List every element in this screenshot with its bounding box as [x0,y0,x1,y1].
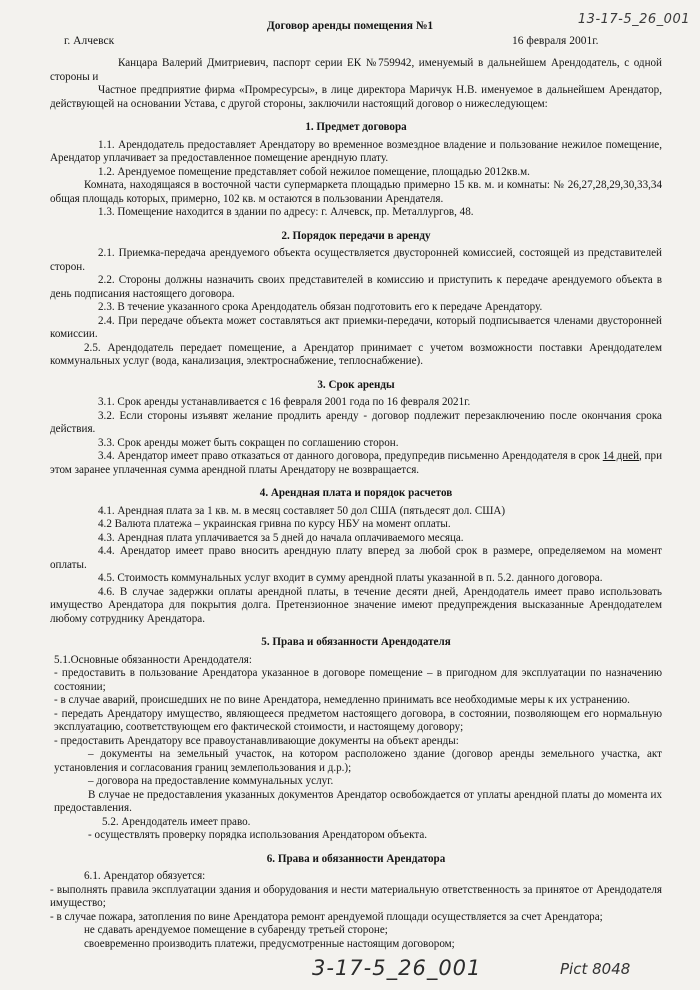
list-item: – документы на земельный участок, на котором расположено здание (договор аренды земельного участка, акт установления и согласования границ землепользования и д.р.); [54,748,662,774]
list-item: - предоставить в пользование Арендатора указанное в договоре помещение – в пригодном для эксплуатации по назначению состоянии; [54,667,662,693]
section-5-list [50,654,662,843]
list-item: - в случае пожара, затопления по вине Арендатора ремонт арендуемой площади осуществляется за счет Арендатора; [50,910,603,923]
document-city: г. Алчевск [64,35,115,47]
underlined-term: 14 дней [602,450,640,462]
clause: 5.2. Арендодатель имеет право. [102,815,251,828]
clause: 5.1.Основные обязанности Арендодателя: [54,653,252,666]
clause: 3.3. Срок аренды может быть сокращен по соглашению сторон. [98,436,399,449]
section-heading: 2. Порядок передачи в аренду [281,229,431,242]
clause: В случае не предоставления указанных документов Арендатор освобождается от уплаты арендной платы до момента их предоставления. [54,788,662,814]
list-item: своевременно производить платежи, предусмотренные настоящим договором; [84,937,455,950]
intro-paragraph: Частное предприятие фирма «Промресурсы», в лице директора Маричук Н.В. именуемое в дальнейшем Арендатор, действующей на основании Устава, с другой стороны, заключили настоящий договор о нижеследующем: [50,84,662,110]
list-item: - предоставить Арендатору все правоустанавливающие документы на объект аренды: [54,734,459,747]
clause: 4.3. Арендная плата уплачивается за 5 дней до начала оплачиваемого месяца. [98,531,464,544]
clause: 2.2. Стороны должны назначить своих представителей в комиссию и приступить к передаче арендуемого объекта в день подписания настоящего договора. [50,274,662,300]
clause: 2.3. В течение указанного срока Арендодатель обязан подготовить его к передаче Арендатору. [98,301,543,313]
document-body [50,50,662,951]
clause: 1.3. Помещение находится в здании по адресу: г. Алчевск, пр. Металлургов, 48. [98,206,474,218]
corner-handwritten-note: 13-17-5_26_001 [577,12,690,27]
clause: 4.4. Арендатор имеет право вносить арендную плату вперед за любой срок в размере, определяемом на момент оплаты. [50,545,662,571]
clause-text: , при этом заранее уплаченная сумма арендной платы Арендатору не возвращается. [50,450,663,476]
clause: 2.4. При передаче объекта может составляться акт приемки-передачи, который подписывается членами двусторонней комиссии. [50,314,662,340]
clause: 3.1. Срок аренды устанавливается с 16 февраля 2001 года по 16 февраля 2021г. [98,396,471,408]
clause: Комната, находящаяся в восточной части супермаркета площадью примерно 15 кв. м. и комнаты: № 26,27,28,29,30,33,34 общая площадь которых, примерно, 102 кв. м остаются в пользовании Арендателя. [50,179,662,205]
clause-text: 3.4. Арендатор имеет право отказаться от данного договора, предупредив письменно Арендодателя в срок [98,450,600,462]
section-heading: 5. Права и обязанности Арендодателя [261,636,451,648]
section-heading: 3. Срок аренды [317,378,395,391]
clause: 1.1. Арендодатель предоставляет Арендатору во временное возмездное владение и пользование нежилое помещение, Арендатор уплачивает за предоставленное помещение арендную плату. [50,138,662,164]
clause: 6.1. Арендатор обязуется: [84,870,206,882]
clause: 2.5. Арендодатель передает помещение, а Арендатор принимает с учетом возможности поставки Арендодателем коммунальных услуг (вода, канализация, электроснабжение, теплоснабжение). [50,341,662,367]
handwritten-document-number: 3-17-5_26_001 [312,956,482,980]
section-heading: 6. Права и обязанности Арендатора [266,852,446,865]
clause: 2.1. Приемка-передача арендуемого объекта осуществляется двусторонней комиссией, состоящей из представителей сторон. [50,247,662,273]
handwritten-note: Pict 8048 [560,960,631,978]
section-heading: 1. Предмет договора [305,121,407,133]
clause: 4.5. Стоимость коммунальных услуг входит в сумму арендной платы указанной в п. 5.2. данного договора. [98,572,603,584]
list-item: - осуществлять проверку порядка использования Арендатором объекта. [88,829,428,841]
clause: 4.2 Валюта платежа – украинская гривна по курсу НБУ на момент оплаты. [98,518,451,530]
clause: 4.6. В случае задержки оплаты арендной платы, в течение десяти дней, Арендодатель имеет право использовать имущество Арендатора для покрытия долга. Претензионное значение имеют предупреждения высказанные Арендодателем любому сотруднику Арендатора. [50,585,662,625]
list-item: не сдавать арендуемое помещение в субаренду третьей стороне; [84,924,388,936]
document-title: Договор аренды помещения №1 [266,20,434,32]
clause: 4.1. Арендная плата за 1 кв. м. в месяц составляет 50 дол США (пятьдесят дол. США) [98,504,506,517]
list-item: - в случае аварий, происшедших не по вине Арендатора, немедленно принимать все необходимые меры к их устранению. [54,694,630,706]
list-item: – договора на предоставление коммунальных услуг. [88,775,334,787]
list-item: - выполнять правила эксплуатации здания и оборудования и нести материальную ответственность за принятое от Арендодателя имущество; [50,883,662,909]
list-item: - передать Арендатору имущество, являющееся предметом настоящего договора, в состоянии, позволяющем его нормальную эксплуатацию, соответствующем его фактической стоимости, и настоящему договору; [54,707,662,733]
document-date: 16 февраля 2001г. [512,35,599,47]
section-heading: 4. Арендная плата и порядок расчетов [259,487,453,499]
clause: 1.2. Арендуемое помещение представляет собой нежилое помещение, площадью 2012кв.м. [98,165,530,178]
intro-paragraph: Канцара Валерий Дмитриевич, паспорт серии ЕК №759942, именуемый в дальнейшем Арендодатель, с одной стороны и [50,57,662,83]
clause [50,450,662,477]
clause: 3.2. Если стороны изъявят желание продлить аренду - договор подлежит перезаключению после окончания срока действия. [50,409,662,435]
